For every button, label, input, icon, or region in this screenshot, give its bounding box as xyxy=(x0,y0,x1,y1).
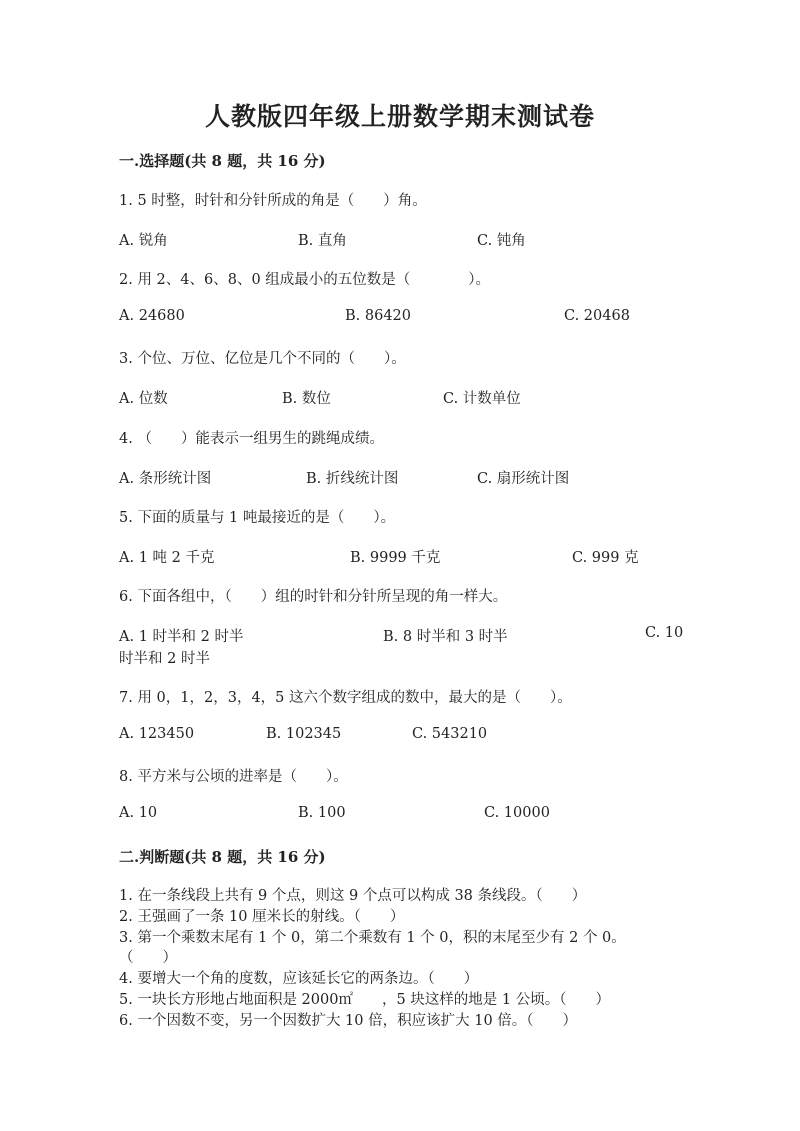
q7-option-a: A. 123450 xyxy=(119,726,195,742)
judgement-3: 3. 第一个乘数末尾有 1 个 0，第二个乘数有 1 个 0，积的末尾至少有 2 个 0。 xyxy=(119,930,626,946)
q1-option-c: C. 钝角 xyxy=(477,233,526,249)
judgement-5: 5. 一块长方形地占地面积是 2000㎡ ，5 块这样的地是 1 公顷。（ ） xyxy=(119,992,610,1008)
q2-option-c: C. 20468 xyxy=(564,308,630,324)
q3-option-c: C. 计数单位 xyxy=(443,391,521,407)
q2-option-b: B. 86420 xyxy=(345,308,412,324)
q8-option-b: B. 100 xyxy=(298,805,346,821)
judgement-3-continued: （ ） xyxy=(119,950,177,966)
section-heading-choice: 一.选择题(共 8 题，共 16 分) xyxy=(119,152,326,170)
judgement-6: 6. 一个因数不变，另一个因数扩大 10 倍，积应该扩大 10 倍。（ ） xyxy=(119,1013,578,1029)
question-8: 8. 平方米与公顷的进率是（ ）。 xyxy=(119,769,348,785)
q2-option-a: A. 24680 xyxy=(119,308,185,324)
question-4: 4. （ ）能表示一组男生的跳绳成绩。 xyxy=(119,431,384,447)
q4-option-c: C. 扇形统计图 xyxy=(477,471,570,487)
question-6: 6. 下面各组中，（ ）组的时针和分针所呈现的角一样大。 xyxy=(119,589,508,605)
q4-option-a: A. 条形统计图 xyxy=(119,471,212,487)
q1-option-a: A. 锐角 xyxy=(119,233,168,249)
q6-option-c: C. 10 xyxy=(645,625,684,641)
q5-option-c: C. 999 克 xyxy=(572,550,639,566)
q3-option-b: B. 数位 xyxy=(282,391,331,407)
q7-option-c: C. 543210 xyxy=(412,726,488,742)
question-1: 1. 5 时整，时针和分针所成的角是（ ）角。 xyxy=(119,193,427,209)
q7-option-b: B. 102345 xyxy=(266,726,342,742)
page-title: 人教版四年级上册数学期末测试卷 xyxy=(204,102,595,131)
question-5: 5. 下面的质量与 1 吨最接近的是（ ）。 xyxy=(119,510,396,526)
judgement-1: 1. 在一条线段上共有 9 个点，则这 9 个点可以构成 38 条线段。（ ） xyxy=(119,888,587,904)
q6-option-a: A. 1 时半和 2 时半 xyxy=(119,629,244,645)
judgement-2: 2. 王强画了一条 10 厘米长的射线。（ ） xyxy=(119,909,405,925)
q3-option-a: A. 位数 xyxy=(119,391,168,407)
q4-option-b: B. 折线统计图 xyxy=(306,471,399,487)
q6-option-b: B. 8 时半和 3 时半 xyxy=(383,629,508,645)
question-7: 7. 用 0，1，2，3，4，5 这六个数字组成的数中，最大的是（ ）。 xyxy=(119,690,572,706)
q8-option-a: A. 10 xyxy=(119,805,158,821)
section-heading-judgement: 二.判断题(共 8 题，共 16 分) xyxy=(119,848,326,866)
q5-option-b: B. 9999 千克 xyxy=(350,550,441,566)
question-3: 3. 个位、万位、亿位是几个不同的（ ）。 xyxy=(119,351,406,367)
q6-option-c-continued: 时半和 2 时半 xyxy=(119,651,210,667)
q5-option-a: A. 1 吨 2 千克 xyxy=(119,550,215,566)
q8-option-c: C. 10000 xyxy=(484,805,550,821)
question-2: 2. 用 2、4、6、8、0 组成最小的五位数是（ ）。 xyxy=(119,272,491,288)
q1-option-b: B. 直角 xyxy=(298,233,347,249)
judgement-4: 4. 要增大一个角的度数，应该延长它的两条边。（ ） xyxy=(119,971,479,987)
